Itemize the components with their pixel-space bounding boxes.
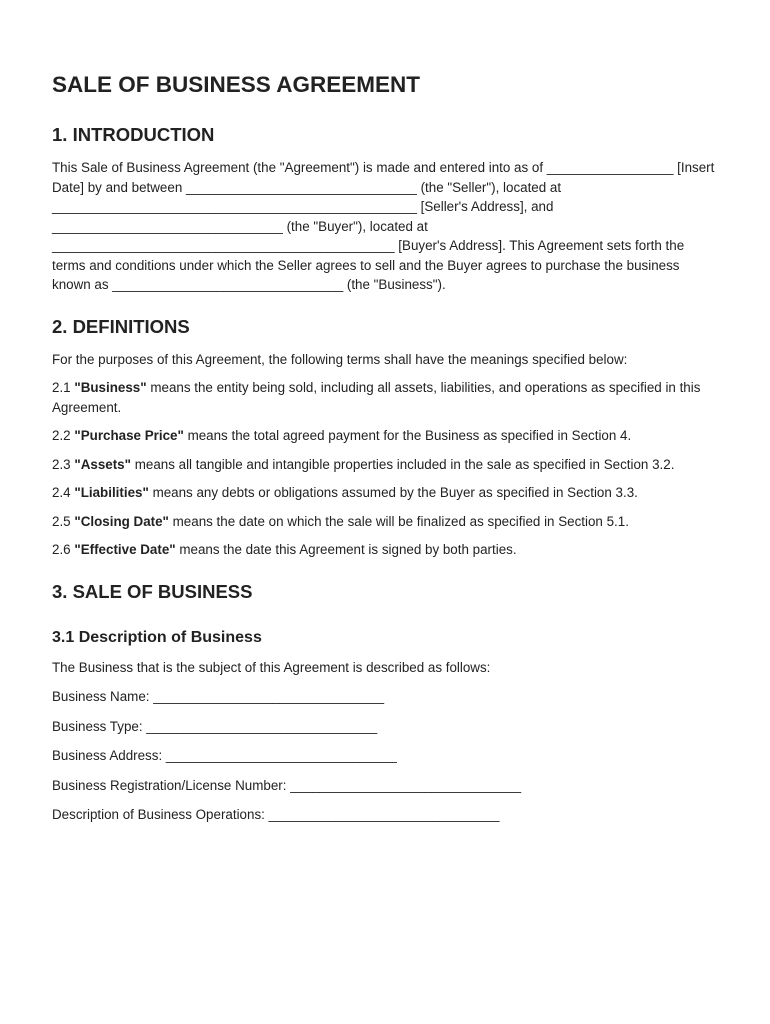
section-heading-definitions: 2. DEFINITIONS bbox=[52, 315, 190, 337]
subsection-heading-description: 3.1 Description of Business bbox=[52, 628, 262, 646]
section-heading-sale-of-business: 3. SALE OF BUSINESS bbox=[52, 580, 253, 602]
definition-number: 2.1 bbox=[52, 380, 71, 395]
definition-item bbox=[52, 455, 720, 475]
section-heading-introduction: 1. INTRODUCTION bbox=[52, 124, 215, 145]
definition-item bbox=[52, 483, 720, 503]
description-lead: The Business that is the subject of this Agreement is described as follows: bbox=[52, 659, 491, 675]
definition-number: 2.2 bbox=[52, 428, 71, 443]
definition-term: "Liabilities" bbox=[74, 485, 149, 500]
document-title: SALE OF BUSINESS AGREEMENT bbox=[52, 72, 420, 97]
field-label: Business Address: bbox=[52, 748, 163, 763]
field-blank: _______________________________ bbox=[268, 807, 500, 822]
definition-term: "Business" bbox=[74, 380, 147, 395]
introduction-paragraph: This Sale of Business Agreement (the "Agreement") is made and entered into as of _________________ [Insert Date] by and between _______________________________ (the "Seller"), located at _________________________________________________ [Seller's Address], and _______________________________ (the "Buyer"), located at ______________________________________________ [Buyer's Address]. This Agreement sets forth the terms and conditions under which the Seller agrees to sell and the Buyer agrees to purchase the business known as _______________________________ (the "Business"). bbox=[52, 160, 715, 292]
definition-text: means the entity being sold, including all assets, liabilities, and operations as specified in this Agreement. bbox=[52, 380, 701, 415]
business-type-field bbox=[52, 717, 720, 737]
field-label: Description of Business Operations: bbox=[52, 807, 265, 822]
definitions-lead: For the purposes of this Agreement, the following terms shall have the meanings specified below: bbox=[52, 351, 628, 367]
definition-number: 2.4 bbox=[52, 485, 71, 500]
field-label: Business Name: bbox=[52, 689, 150, 704]
definition-number: 2.5 bbox=[52, 513, 71, 529]
definition-term: "Closing Date" bbox=[74, 513, 169, 529]
document-content bbox=[52, 68, 720, 825]
definition-item bbox=[52, 512, 720, 532]
business-name-field bbox=[52, 687, 720, 707]
definition-text: means the date on which the sale will be finalized as specified in Section 5.1. bbox=[172, 513, 629, 529]
definition-number: 2.3 bbox=[52, 456, 71, 472]
field-label: Business Registration/License Number: bbox=[52, 777, 287, 793]
definition-text: means any debts or obligations assumed by the Buyer as specified in Section 3.3. bbox=[152, 485, 638, 500]
field-blank: _______________________________ bbox=[153, 689, 385, 704]
definition-term: "Effective Date" bbox=[74, 542, 176, 557]
field-label: Business Type: bbox=[52, 718, 143, 734]
field-blank: _______________________________ bbox=[165, 748, 397, 763]
business-address-field bbox=[52, 746, 720, 766]
definition-number: 2.6 bbox=[52, 542, 71, 557]
definition-text: means the date this Agreement is signed by both parties. bbox=[179, 542, 517, 557]
business-operations-field bbox=[52, 805, 720, 825]
field-blank: _______________________________ bbox=[146, 718, 378, 734]
field-blank: _______________________________ bbox=[290, 777, 522, 793]
definition-term: "Purchase Price" bbox=[74, 428, 184, 443]
definition-term: "Assets" bbox=[74, 456, 131, 472]
definition-item bbox=[52, 426, 720, 446]
business-registration-field bbox=[52, 776, 720, 796]
definition-text: means the total agreed payment for the Business as specified in Section 4. bbox=[187, 428, 632, 443]
definition-item bbox=[52, 540, 720, 560]
definition-text: means all tangible and intangible properties included in the sale as specified in Section 3.2. bbox=[134, 456, 675, 472]
definition-item bbox=[52, 378, 720, 417]
